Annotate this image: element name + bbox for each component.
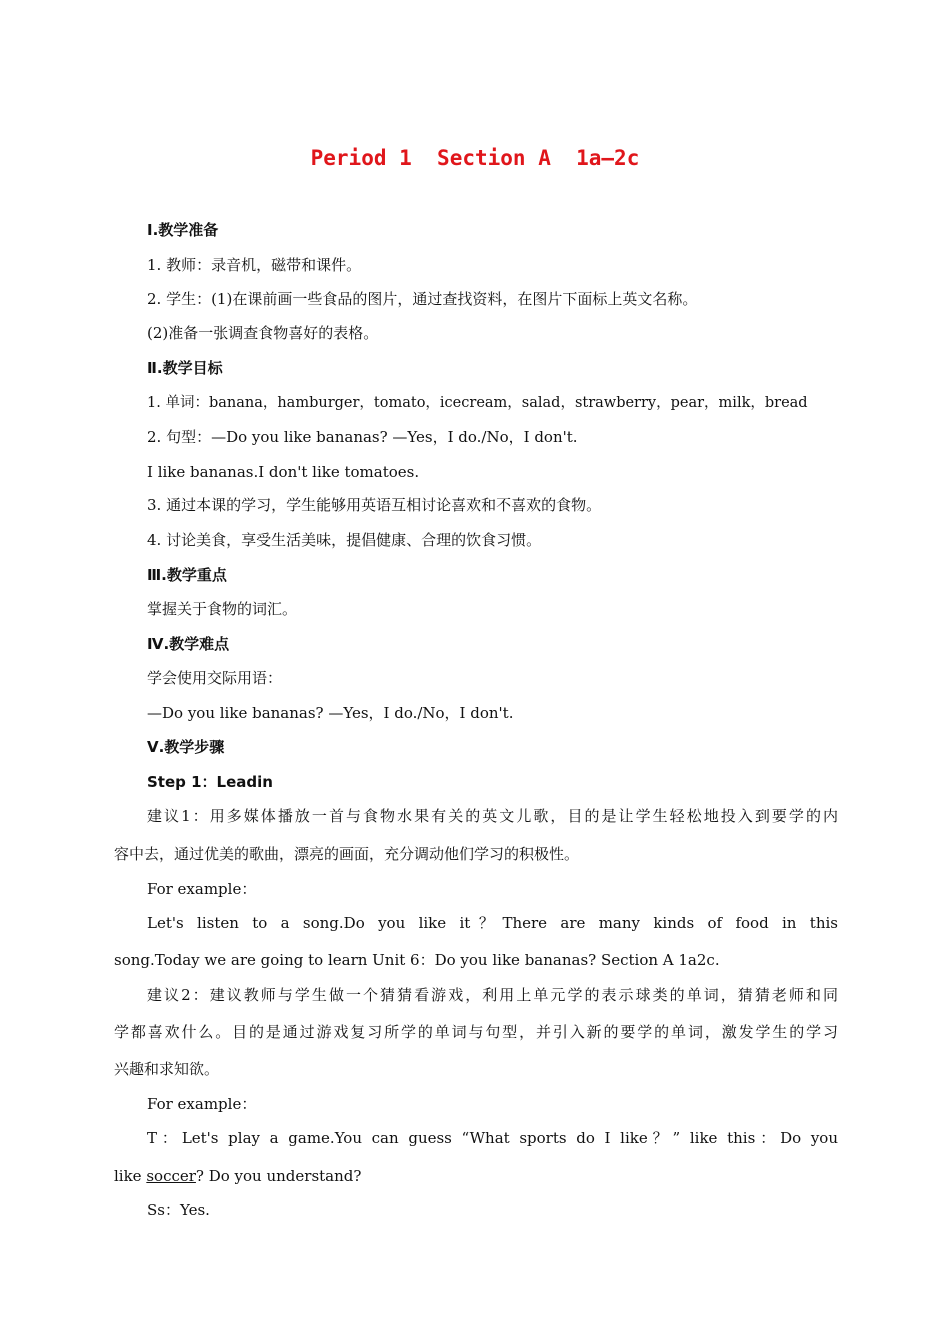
paragraph: 建议2：建议教师与学生做一个猜猜看游戏，利用上单元学的表示球类的单词，猜猜老师和同	[147, 986, 838, 1004]
paragraph: song.Today we are going to learn Unit 6：Do you like bananas? Section A 1a2c.	[114, 951, 720, 969]
paragraph: 掌握关于食物的词汇。	[147, 600, 298, 618]
paragraph: 4. 讨论美食，享受生活美味，提倡健康、合理的饮食习惯。	[147, 531, 542, 549]
paragraph: 2. 学生：(1)在课前画一些食品的图片，通过查找资料，在图片下面标上英文名称。	[147, 290, 698, 308]
page-title: Period 1 Section A 1a—2c	[310, 146, 640, 170]
paragraph: Let's listen to a song.Do you like it？There are many kinds of food in this	[147, 914, 838, 932]
section-heading-key-points: Ⅲ.教学重点	[147, 566, 227, 584]
paragraph: 1. 教师：录音机，磁带和课件。	[147, 256, 362, 274]
paragraph: —Do you like bananas? —Yes，I do./No，I don't.	[147, 704, 514, 722]
paragraph: For example：	[147, 880, 257, 898]
section-heading-steps: Ⅴ.教学步骤	[147, 738, 225, 756]
text-run: ? Do you understand?	[195, 1167, 362, 1185]
paragraph: 1. 单词：banana，hamburger，tomato，icecream，salad，strawberry，pear，milk，bread	[147, 395, 808, 411]
paragraph: 容中去，通过优美的歌曲，漂亮的画面，充分调动他们学习的积极性。	[114, 845, 580, 863]
step-heading: Step 1：Leadin	[147, 773, 273, 791]
section-heading-difficulties: Ⅳ.教学难点	[147, 635, 230, 653]
paragraph: 学都喜欢什么。目的是通过游戏复习所学的单词与句型，并引入新的要学的单词，激发学生的学习	[114, 1023, 838, 1041]
section-heading-preparation: Ⅰ.教学准备	[147, 221, 219, 239]
paragraph: 建议1：用多媒体播放一首与食物水果有关的英文儿歌，目的是让学生轻松地投入到要学的内	[147, 807, 838, 825]
paragraph: (2)准备一张调查食物喜好的表格。	[147, 324, 379, 342]
paragraph: T：Let's play a game.You can guess “What sports do I like？” like this：Do you	[147, 1129, 838, 1147]
paragraph	[114, 1165, 361, 1187]
paragraph: I like bananas.I don't like tomatoes.	[147, 463, 420, 481]
paragraph: 3. 通过本课的学习，学生能够用英语互相讨论喜欢和不喜欢的食物。	[147, 496, 602, 514]
underlined-word: soccer	[146, 1167, 196, 1185]
section-heading-objectives: Ⅱ.教学目标	[147, 359, 223, 377]
paragraph: Ss：Yes.	[147, 1201, 210, 1219]
paragraph: 兴趣和求知欲。	[114, 1060, 220, 1078]
paragraph: For example：	[147, 1095, 257, 1113]
paragraph: 2. 句型：—Do you like bananas? —Yes，I do./No，I don't.	[147, 428, 578, 446]
text-run: like	[114, 1167, 147, 1185]
paragraph: 学会使用交际用语：	[147, 669, 283, 687]
